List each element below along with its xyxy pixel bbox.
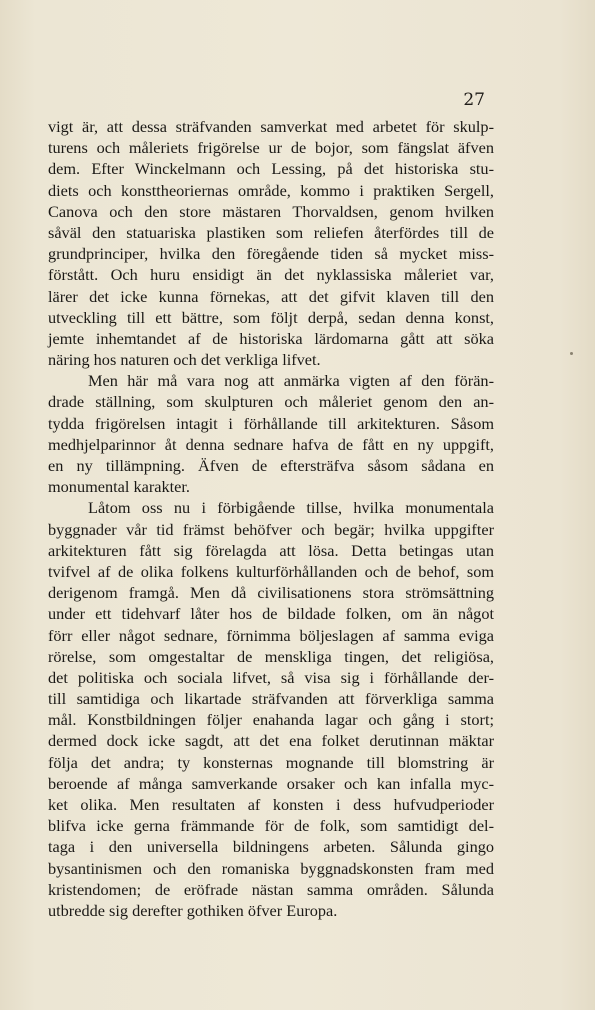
text-line: grundprinciper, hvilka den föregående tiden så mycket miss- bbox=[48, 244, 494, 264]
text-line: såväl den statuariska plastiken som reliefen återfördes till de bbox=[48, 222, 494, 242]
text-line: jemte inhemtandet af de historiska lärdomarna gått att söka bbox=[48, 328, 494, 348]
text-line: tydda frigörelsen intagit i förhållande till arkitekturen. Såsom bbox=[48, 413, 494, 433]
text-line: mål. Konstbildningen följer enahanda lagar och gång i stort; bbox=[48, 710, 494, 730]
text-line: Men här må vara nog att anmärka vigten af den förän- bbox=[88, 371, 494, 391]
text-line: lärer det icke kunna förnekas, att det gifvit klaven till den bbox=[48, 286, 494, 306]
text-line: följa det andra; ty konsternas mognande till blomstring är bbox=[48, 752, 494, 772]
text-line: näring hos naturen och det verkliga lifvet. bbox=[48, 350, 321, 370]
text-line: Låtom oss nu i förbigående tillse, hvilka monumentala bbox=[88, 498, 494, 518]
text-line: turens och måleriets frigörelse ur de bojor, som fängslat äfven bbox=[48, 138, 494, 158]
text-line: ket olika. Men resultaten af konsten i dess hufvudperioder bbox=[48, 795, 494, 814]
text-line: tvifvel af de olika folkens kulturförhållanden och de behof, som bbox=[48, 561, 494, 581]
text-line: kristendomen; de eröfrade nästan samma områden. Sålunda bbox=[48, 879, 494, 899]
text-line: medhjelparinnor åt denna sednare hafva de fått en ny uppgift, bbox=[48, 434, 494, 454]
text-line: dem. Efter Winckelmann och Lessing, på det historiska stu- bbox=[48, 159, 494, 179]
text-line: taga i den universella bildningens arbeten. Sålunda gingo bbox=[48, 837, 494, 857]
text-line: beroende af många samverkande orsaker och kan infalla myc- bbox=[48, 773, 494, 793]
text-line: vigt är, att dessa sträfvanden samverkat med arbetet för skulp- bbox=[48, 117, 494, 136]
text-line: arkitekturen fått sig förelagda att lösa. Detta betingas utan bbox=[48, 540, 494, 560]
paper-speck bbox=[570, 352, 573, 355]
text-line: under ett tidehvarf låter hos de bildade folken, om än något bbox=[48, 604, 494, 624]
text-line: Canova och den store mästaren Thorvaldsen, genom hvilken bbox=[48, 201, 494, 221]
text-line: en ny tillämpning. Äfven de eftersträfva såsom sådana en bbox=[48, 456, 494, 475]
text-line: utbredde sig derefter gothiken öfver Europa. bbox=[48, 900, 338, 920]
text-line: förstått. Och huru ensidigt än det nyklassiska måleriet var, bbox=[48, 265, 494, 285]
text-line: bysantinismen och den romaniska byggnadskonsten fram med bbox=[48, 858, 494, 878]
text-line: blifva icke gerna främmande för de folk, som samtidigt del- bbox=[48, 816, 494, 836]
text-line: monumental karakter. bbox=[48, 477, 190, 497]
page-number: 27 bbox=[463, 90, 485, 110]
text-line: rörelse, som omgestaltar de menskliga tingen, det religiösa, bbox=[48, 646, 494, 666]
text-line: drade ställning, som skulpturen och måleriet genom den an- bbox=[48, 392, 494, 412]
text-line: förr eller något sednare, förnimma böljeslagen af samma eviga bbox=[48, 625, 494, 645]
text-line: till samtidiga och likartade sträfvanden att förverkliga samma bbox=[48, 689, 494, 709]
text-line: det politiska och sociala lifvet, så visa sig i förhållande der- bbox=[48, 667, 494, 687]
text-line: derigenom framgå. Men då civilisationens stora strömsättning bbox=[48, 583, 494, 603]
body-text bbox=[48, 116, 494, 921]
text-line: dermed dock icke sagdt, att det ena folket derutinnan mäktar bbox=[48, 731, 494, 751]
text-line: byggnader vår tid främst behöfver och begär; hvilka uppgifter bbox=[48, 519, 494, 539]
text-line: utveckling till ett bättre, som följt derpå, sedan denna konst, bbox=[48, 307, 494, 327]
text-line: diets och konsttheoriernas område, kommo i praktiken Sergell, bbox=[48, 180, 494, 200]
